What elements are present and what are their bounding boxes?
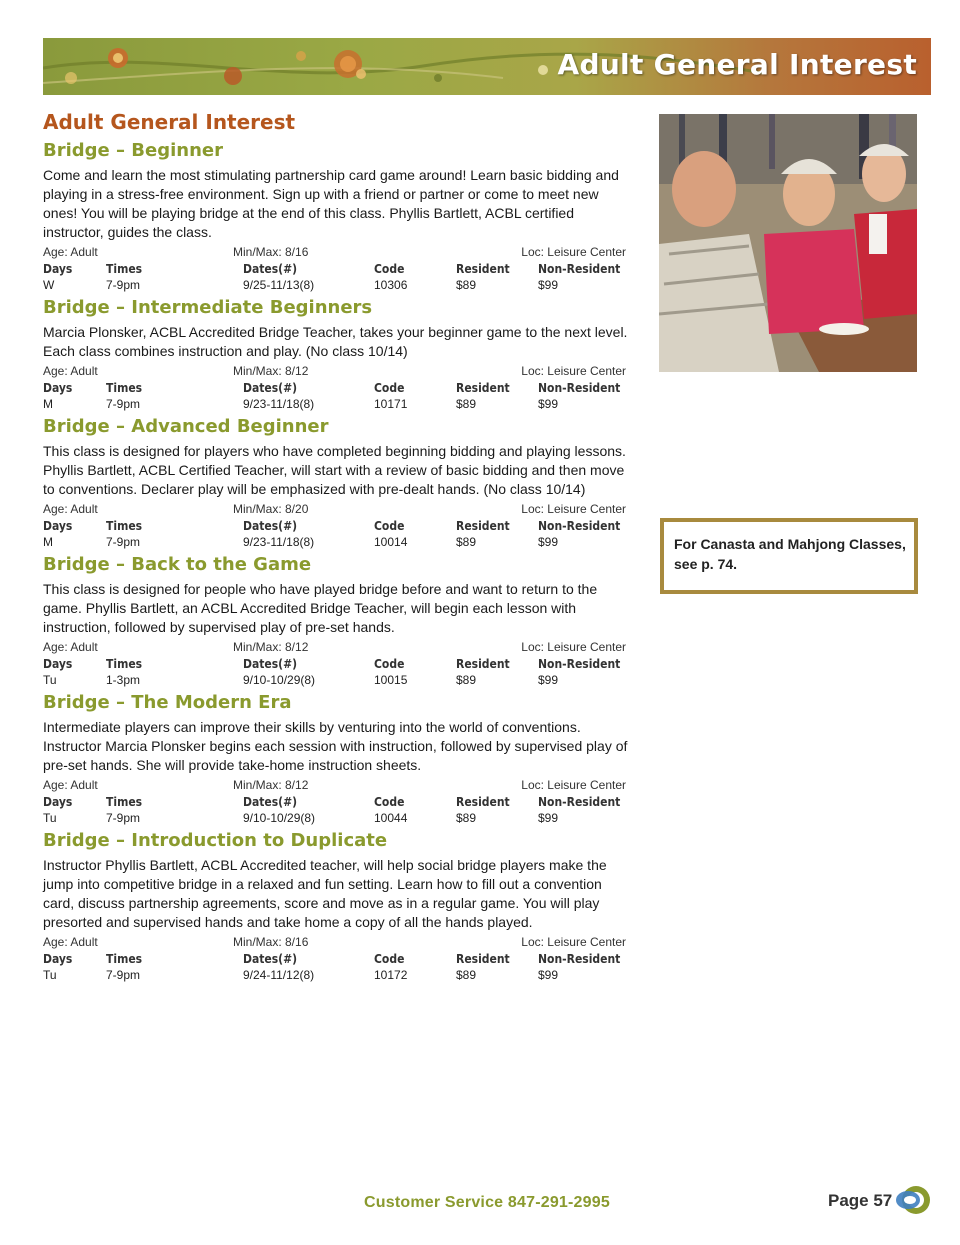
course-location: Loc: Leisure Center (521, 935, 626, 949)
header-times: Times (106, 657, 143, 671)
course-minmax: Min/Max: 8/12 (233, 364, 309, 378)
course-meta (43, 935, 633, 951)
header-dates: Dates(#) (243, 519, 298, 533)
course-description: Marcia Plonsker, ACBL Accredited Bridge Teacher, takes your beginner game to the next level. Each class combines instruction and play. (No class 10/14) (43, 324, 628, 359)
course-description: This class is designed for players who have completed beginning bidding and playing lessons. Phyllis Bartlett, ACBL Certified Teacher, will start with a review of basic bidding and then move to conventions. Declarer play will be emphasized with pre-dealt hands. (No class 10/14) (43, 443, 626, 497)
header-dates: Dates(#) (243, 262, 298, 276)
course-meta (43, 502, 633, 518)
course-block (43, 692, 633, 826)
header-resident: Resident (456, 262, 510, 276)
header-nonresident: Non-Resident (538, 795, 621, 809)
table-header-row (43, 518, 633, 534)
course-age: Age: Adult (43, 502, 98, 516)
cell-nonresident: $99 (538, 811, 559, 825)
course-age: Age: Adult (43, 245, 98, 259)
customer-service-phone: Customer Service 847-291-2995 (364, 1194, 610, 1211)
table-header-row (43, 656, 633, 672)
cell-code: 10014 (374, 535, 408, 549)
cell-days: M (43, 535, 53, 549)
cell-times: 7-9pm (106, 811, 141, 825)
course-age: Age: Adult (43, 640, 98, 654)
cell-code: 10015 (374, 673, 408, 687)
table-header-row (43, 380, 633, 396)
cell-nonresident: $99 (538, 278, 559, 292)
header-days: Days (43, 952, 73, 966)
course-description: Come and learn the most stimulating partnership card game around! Learn basic bidding and playing in a stress-free environment. Sign up with a friend or partner or come to meet new ones! You will be playing bridge at the end of this class. Phyllis Bartlett, ACBL certified instructor, guides the class. (43, 167, 619, 240)
table-row (43, 396, 633, 412)
header-days: Days (43, 519, 73, 533)
table-row (43, 277, 633, 293)
cell-nonresident: $99 (538, 535, 559, 549)
header-times: Times (106, 381, 143, 395)
course-minmax: Min/Max: 8/16 (233, 245, 309, 259)
header-code: Code (374, 381, 405, 395)
cell-days: Tu (43, 673, 57, 687)
cell-nonresident: $99 (538, 397, 559, 411)
seniors-photo (659, 114, 917, 372)
course-description: Intermediate players can improve their skills by venturing into the world of conventions. Instructor Marcia Plonsker begins each session with instruction, followed by supervised play of pre-set hands. She will provide take-home instruction sheets. (43, 719, 628, 773)
cell-days: Tu (43, 968, 57, 982)
course-minmax: Min/Max: 8/20 (233, 502, 309, 516)
main-column (43, 110, 633, 987)
header-days: Days (43, 262, 73, 276)
header-resident: Resident (456, 381, 510, 395)
callout-line-2: see p. 74. (674, 556, 738, 572)
callout-box (660, 518, 918, 594)
course-title: Bridge – Advanced Beginner (43, 416, 329, 437)
course-block (43, 554, 633, 688)
course-minmax: Min/Max: 8/16 (233, 935, 309, 949)
course-schedule-table (43, 656, 633, 688)
cell-dates: 9/24-11/12(8) (243, 968, 315, 982)
cell-times: 7-9pm (106, 278, 141, 292)
course-minmax: Min/Max: 8/12 (233, 778, 309, 792)
cell-dates: 9/25-11/13(8) (243, 278, 315, 292)
course-title: Bridge – The Modern Era (43, 692, 292, 713)
header-nonresident: Non-Resident (538, 519, 621, 533)
course-description: This class is designed for people who have played bridge before and want to return to the game. Phyllis Bartlett, an ACBL Accredited Bridge Teacher, will begin each lesson with instruction, followed by supervised play of pre-set hands. (43, 581, 598, 635)
header-days: Days (43, 657, 73, 671)
header-dates: Dates(#) (243, 795, 298, 809)
course-title: Bridge – Introduction to Duplicate (43, 830, 388, 851)
header-resident: Resident (456, 657, 510, 671)
header-times: Times (106, 519, 143, 533)
course-meta (43, 245, 633, 261)
header-days: Days (43, 381, 73, 395)
header-times: Times (106, 262, 143, 276)
cell-nonresident: $99 (538, 968, 559, 982)
course-schedule-table (43, 518, 633, 550)
header-nonresident: Non-Resident (538, 262, 621, 276)
header-code: Code (374, 795, 405, 809)
course-minmax: Min/Max: 8/12 (233, 640, 309, 654)
cell-times: 1-3pm (106, 673, 141, 687)
course-age: Age: Adult (43, 364, 98, 378)
course-age: Age: Adult (43, 778, 98, 792)
cell-code: 10306 (374, 278, 408, 292)
course-block (43, 140, 633, 293)
cell-resident: $89 (456, 278, 477, 292)
header-resident: Resident (456, 952, 510, 966)
course-title: Bridge – Back to the Game (43, 554, 312, 575)
table-row (43, 534, 633, 550)
cell-resident: $89 (456, 811, 477, 825)
section-title: Adult General Interest (43, 110, 296, 134)
cell-nonresident: $99 (538, 673, 559, 687)
table-header-row (43, 261, 633, 277)
header-nonresident: Non-Resident (538, 952, 621, 966)
header-resident: Resident (456, 519, 510, 533)
cell-days: Tu (43, 811, 57, 825)
course-block (43, 297, 633, 412)
cell-code: 10044 (374, 811, 408, 825)
table-row (43, 810, 633, 826)
course-meta (43, 640, 633, 656)
table-row (43, 967, 633, 983)
table-header-row (43, 951, 633, 967)
cell-resident: $89 (456, 673, 477, 687)
course-meta (43, 364, 633, 380)
header-banner (43, 38, 931, 95)
cell-resident: $89 (456, 397, 477, 411)
table-row (43, 672, 633, 688)
cell-dates: 9/23-11/18(8) (243, 535, 315, 549)
callout-line-1: For Canasta and Mahjong Classes, (674, 536, 906, 552)
course-block (43, 830, 633, 983)
course-schedule-table (43, 951, 633, 983)
header-times: Times (106, 795, 143, 809)
header-code: Code (374, 657, 405, 671)
course-title: Bridge – Intermediate Beginners (43, 297, 373, 318)
course-location: Loc: Leisure Center (521, 364, 626, 378)
cell-days: M (43, 397, 53, 411)
course-block (43, 416, 633, 550)
cell-code: 10171 (374, 397, 408, 411)
swirl-logo-icon (894, 1184, 932, 1218)
course-location: Loc: Leisure Center (521, 778, 626, 792)
course-location: Loc: Leisure Center (521, 640, 626, 654)
course-schedule-table (43, 261, 633, 293)
banner-title: Adult General Interest (557, 48, 917, 81)
cell-times: 7-9pm (106, 397, 141, 411)
header-code: Code (374, 952, 405, 966)
header-dates: Dates(#) (243, 952, 298, 966)
course-location: Loc: Leisure Center (521, 502, 626, 516)
header-code: Code (374, 519, 405, 533)
header-days: Days (43, 795, 73, 809)
course-title: Bridge – Beginner (43, 140, 223, 161)
course-age: Age: Adult (43, 935, 98, 949)
cell-dates: 9/10-10/29(8) (243, 811, 316, 825)
cell-dates: 9/10-10/29(8) (243, 673, 316, 687)
course-location: Loc: Leisure Center (521, 245, 626, 259)
header-code: Code (374, 262, 405, 276)
cell-days: W (43, 278, 55, 292)
photo-illustration (659, 114, 917, 372)
header-resident: Resident (456, 795, 510, 809)
cell-times: 7-9pm (106, 535, 141, 549)
course-meta (43, 778, 633, 794)
course-description: Instructor Phyllis Bartlett, ACBL Accredited teacher, will help social bridge players make the jump into competitive bridge in a relaxed and fun setting. Learn how to fill out a convention card, discuss partnership agreements, score and move as in a regular game. You will play presorted and supervised hands and take home a copy of all the hands played. (43, 857, 607, 930)
cell-code: 10172 (374, 968, 408, 982)
table-header-row (43, 794, 633, 810)
cell-dates: 9/23-11/18(8) (243, 397, 315, 411)
cell-resident: $89 (456, 968, 477, 982)
cell-times: 7-9pm (106, 968, 141, 982)
header-dates: Dates(#) (243, 657, 298, 671)
page-number: Page 57 (828, 1191, 893, 1210)
header-nonresident: Non-Resident (538, 657, 621, 671)
header-dates: Dates(#) (243, 381, 298, 395)
header-times: Times (106, 952, 143, 966)
course-schedule-table (43, 380, 633, 412)
header-nonresident: Non-Resident (538, 381, 621, 395)
cell-resident: $89 (456, 535, 477, 549)
course-schedule-table (43, 794, 633, 826)
